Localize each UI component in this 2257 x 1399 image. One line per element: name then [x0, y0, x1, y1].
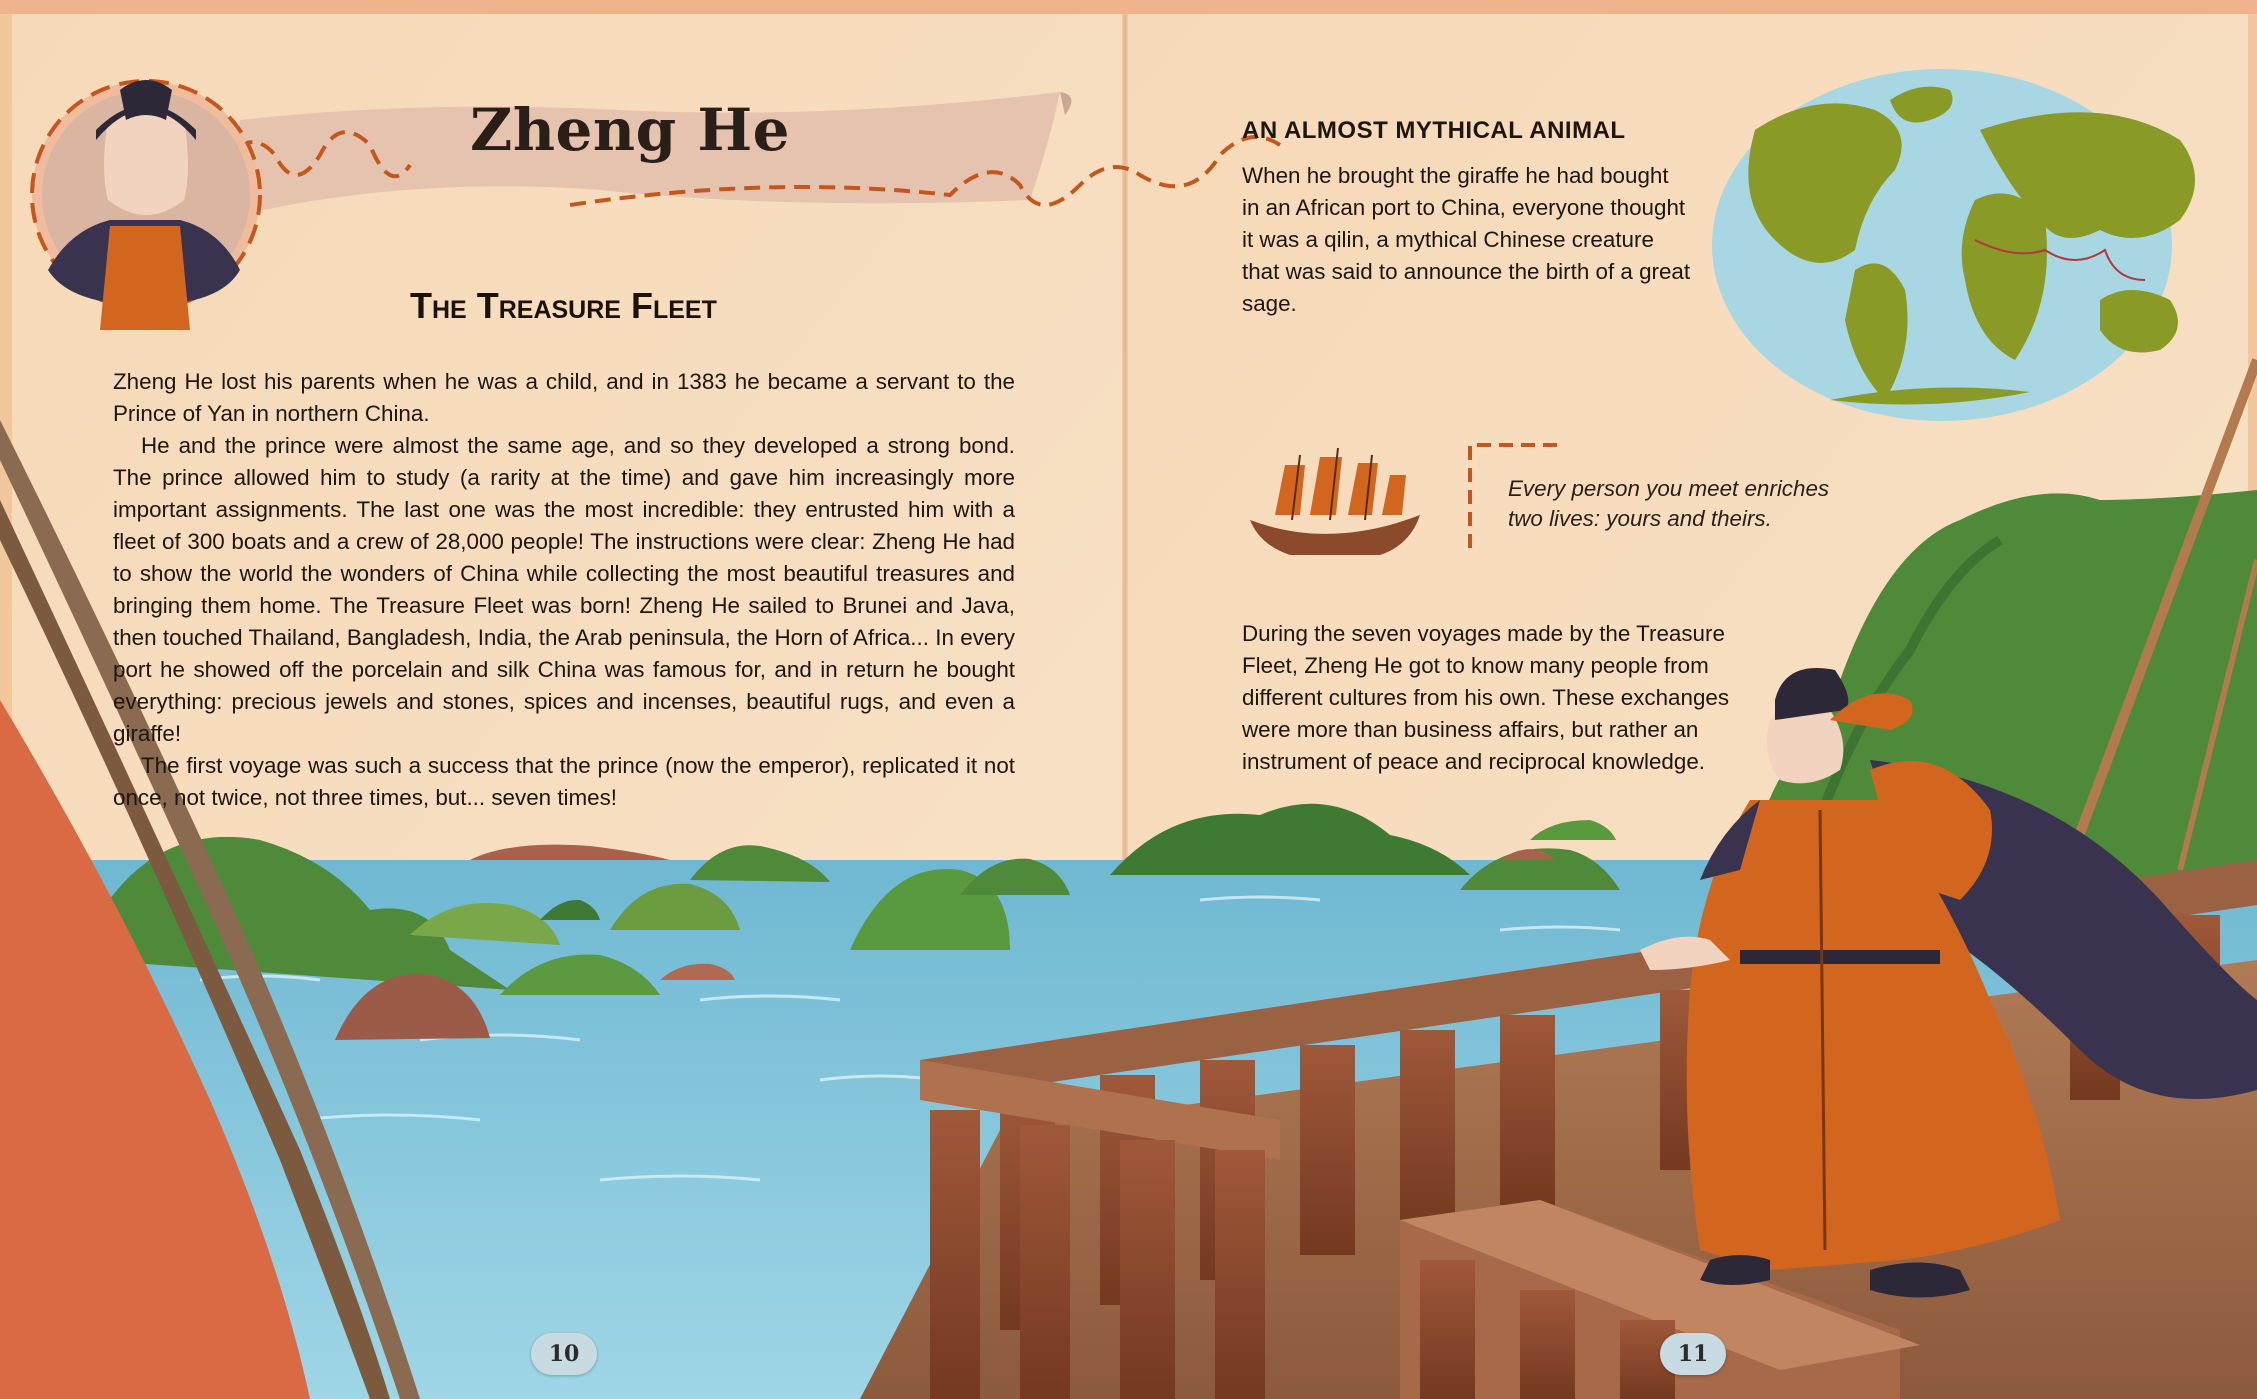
- section-title: The Treasure Fleet: [410, 285, 717, 326]
- left-body-text: [113, 366, 1015, 814]
- left-paragraph-3: The first voyage was such a success that the prince (now the emperor), replicated it not once, not twice, not three times, but... seven times!: [113, 753, 1015, 810]
- sidebar-body: When he brought the giraffe he had bought in an African port to China, everyone thought it was a qilin, a mythical Chinese creature that was said to announce the birth of a great sage.: [1242, 163, 1691, 316]
- left-paragraph-2: He and the prince were almost the same age, and so they developed a strong bond. The prince allowed him to study (a rarity at the time) and gave him increasingly more important assignments. The last one was the most incredible: they entrusted him with a fleet of 300 boats and a crew of 28,000 people! The instructions were clear: Zheng He had to show the world the wonders of China while collecting the most beautiful treasures and bringing them home. The Treasure Fleet was born! Zheng He sailed to Brunei and Java, then touched Thailand, Bangladesh, India, the Arab peninsula, the Horn of Africa... In every port he showed off the porcelain and silk China was famous for, and in return he bought everything: precious jewels and stones, spices and incenses, beautiful rugs, and even a giraffe!: [113, 433, 1015, 746]
- chapter-title: Zheng He: [470, 96, 791, 164]
- right-body-text: During the seven voyages made by the Treasure Fleet, Zheng He got to know many people from different cultures from his own. These exchanges were more than business affairs, but rather an instrument of peace and reciprocal knowledge.: [1242, 621, 1730, 774]
- page-number-left: 10: [531, 1333, 597, 1375]
- quote-text: Every person you meet enriches two lives: yours and theirs.: [1508, 476, 1830, 531]
- left-paragraph-1: Zheng He lost his parents when he was a child, and in 1383 he became a servant to the Prince of Yan in northern China.: [113, 369, 1015, 426]
- page-number-right: 11: [1660, 1333, 1726, 1375]
- sidebar-heading: AN ALMOST MYTHICAL ANIMAL: [1242, 117, 1626, 144]
